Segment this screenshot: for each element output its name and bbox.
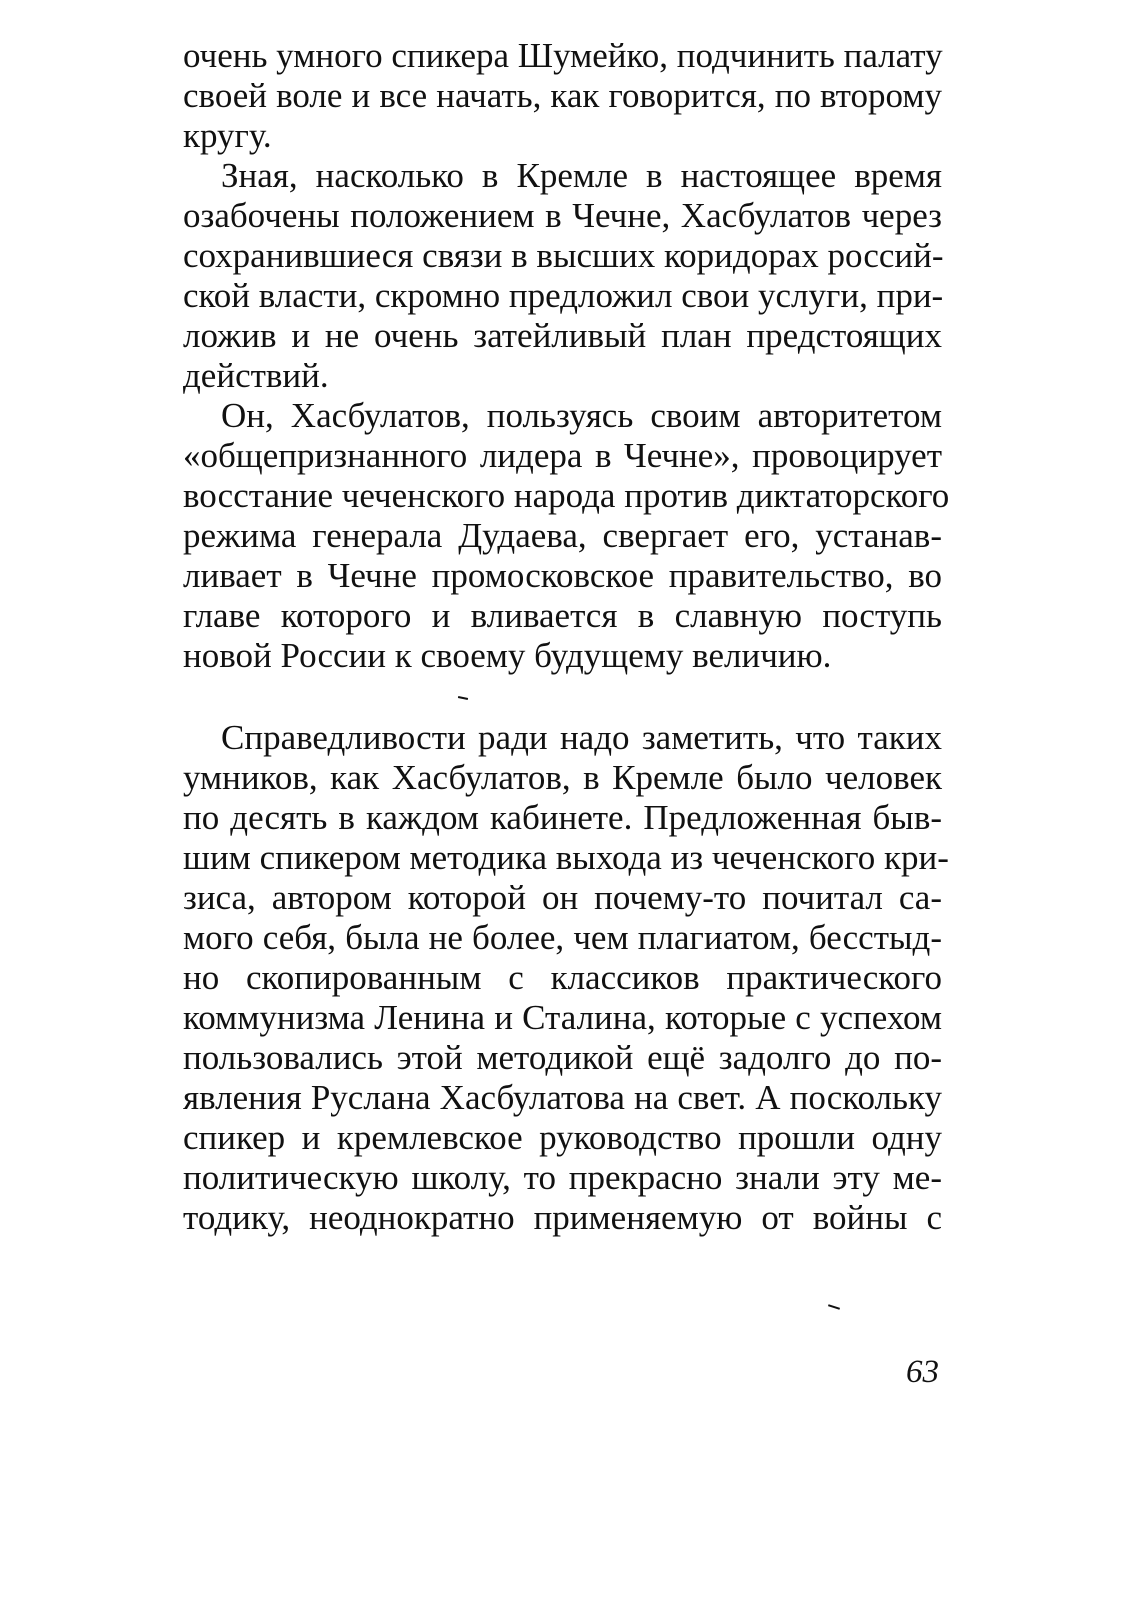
text-line: кругу.	[183, 116, 272, 155]
text-line: очень умного спикера Шумейко, подчинить палату	[183, 36, 943, 75]
text-line: ливает в Чечне промосковское правительство, во	[183, 556, 942, 595]
text-line: главе которого и вливается в славную поступь	[183, 596, 942, 635]
text-line: сохранившиеся связи в высших коридорах россий-	[183, 236, 944, 275]
text-line: Справедливости ради надо заметить, что таких	[221, 718, 942, 757]
text-line: умников, как Хасбулатов, в Кремле было человек	[183, 758, 942, 797]
scan-speck	[828, 1304, 840, 1310]
text-line: «общепризнанного лидера в Чечне», провоцирует	[183, 436, 942, 475]
text-line: зиса, автором которой он почему-то почитал са-	[183, 878, 942, 917]
text-line: Он, Хасбулатов, пользуясь своим авторитетом	[221, 396, 942, 435]
paragraph-4	[183, 718, 949, 1238]
paragraph-2	[183, 156, 942, 396]
scan-speck	[458, 696, 468, 700]
text-line: своей воле и все начать, как говорится, по второму	[183, 76, 942, 115]
text-line: шим спикером методика выхода из чеченского кри-	[183, 838, 949, 877]
text-line: озабочены положением в Чечне, Хасбулатов через	[183, 196, 942, 235]
text-line: мого себя, была не более, чем плагиатом, бесстыд-	[183, 918, 942, 957]
text-line: но скопированным с классиков практического	[183, 958, 942, 997]
text-line: тодику, неоднократно применяемую от войны с	[183, 1198, 942, 1237]
text-line: явления Руслана Хасбулатова на свет. А поскольку	[183, 1078, 942, 1117]
text-line: режима генерала Дудаева, свергает его, устанав-	[183, 516, 942, 555]
text-line: новой России к своему будущему величию.	[183, 636, 832, 675]
text-line: восстание чеченского народа против диктаторского	[183, 476, 950, 515]
text-line: действий.	[183, 356, 329, 395]
text-line: пользовались этой методикой ещё задолго до по-	[183, 1038, 942, 1077]
text-line: ложив и не очень затейливый план предстоящих	[183, 316, 942, 355]
page-number: 63	[906, 1354, 939, 1390]
text-line: спикер и кремлевское руководство прошли одну	[183, 1118, 942, 1157]
text-line: ской власти, скромно предложил свои услуги, при-	[183, 276, 944, 315]
text-line: Зная, насколько в Кремле в настоящее время	[221, 156, 942, 195]
text-line: коммунизма Ленина и Сталина, которые с успехом	[183, 998, 942, 1037]
paragraph-1	[183, 36, 942, 156]
paragraph-3	[183, 396, 950, 676]
text-line: политическую школу, то прекрасно знали эту ме-	[183, 1158, 942, 1197]
text-line: по десять в каждом кабинете. Предложенная быв-	[183, 798, 942, 837]
